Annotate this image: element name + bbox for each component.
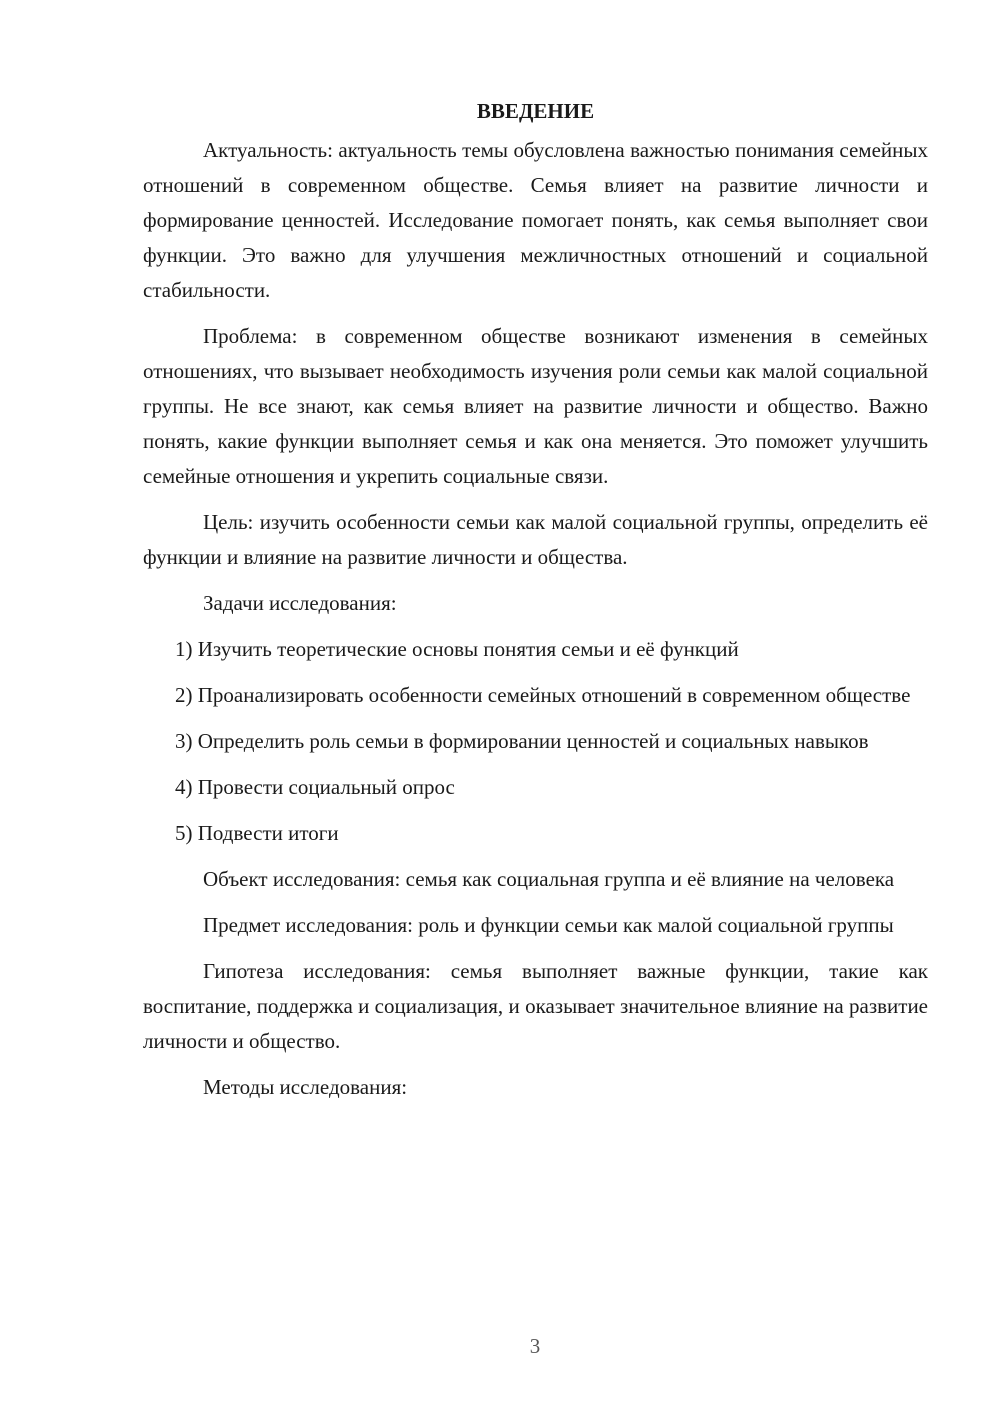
task-item-5: 5) Подвести итоги — [175, 821, 339, 845]
problem-paragraph: Проблема: в современном обществе возникают изменения в семейных отношениях, что вызывает необходимость изучения роли семьи как малой социальной группы. Не все знают, как семья влияет на развитие личности и общество. Важно понять, какие функции выполняет семья и как она меняется. Это поможет улучшить семейные отношения и укрепить социальные связи. — [143, 324, 928, 488]
relevance-paragraph: Актуальность: актуальность темы обусловлена важностью понимания семейных отношений в современном обществе. Семья влияет на развитие личности и формирование ценностей. Исследование помогает понять, как семья выполняет свои функции. Это важно для улучшения межличностных отношений и социальной стабильности. — [143, 138, 928, 302]
document-page — [143, 94, 928, 1105]
task-item-4: 4) Провести социальный опрос — [175, 775, 455, 799]
task-item-2: 2) Проанализировать особенности семейных отношений в современном обществе — [175, 683, 911, 707]
tasks-heading: Задачи исследования: — [203, 591, 397, 615]
methods-heading: Методы исследования: — [203, 1075, 408, 1099]
goal-paragraph: Цель: изучить особенности семьи как малой социальной группы, определить её функции и влияние на развитие личности и общества. — [143, 510, 928, 569]
task-item-1: 1) Изучить теоретические основы понятия семьи и её функций — [175, 637, 739, 661]
task-item-3: 3) Определить роль семьи в формировании ценностей и социальных навыков — [175, 729, 869, 753]
object-paragraph: Объект исследования: семья как социальная группа и её влияние на человека — [203, 867, 895, 891]
page-number: 3 — [529, 1334, 541, 1358]
subject-paragraph: Предмет исследования: роль и функции семьи как малой социальной группы — [203, 913, 894, 937]
hypothesis-paragraph: Гипотеза исследования: семья выполняет важные функции, такие как воспитание, поддержка и социализация, и оказывает значительное влияние на развитие личности и общество. — [143, 959, 928, 1053]
page-title: ВВЕДЕНИЕ — [476, 99, 595, 123]
